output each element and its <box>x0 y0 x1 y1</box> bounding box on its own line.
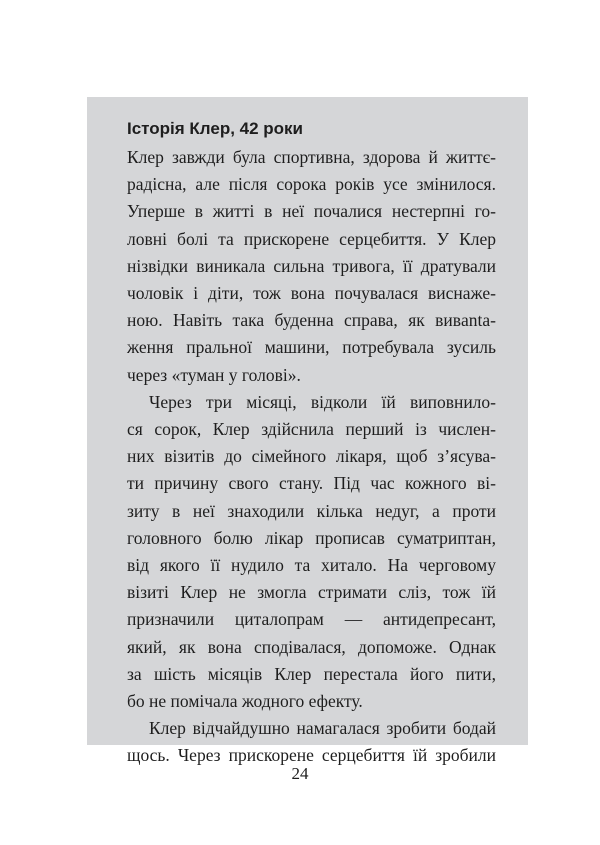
text-line: Клер відчайдушно намагалася зробити бодай <box>149 718 496 739</box>
paragraph-2 <box>127 389 496 715</box>
text-line: Через три місяці, відколи їй виповнило- <box>149 391 496 412</box>
text-line: ження пральної машини, потребувала зусиль <box>127 337 496 358</box>
text-line: бо не помічала жодного ефекту. <box>127 691 363 712</box>
text-line: який, як вона сподівалася, допоможе. Однак <box>127 636 496 657</box>
text-line: головного болю лікар прописав суматриптан, <box>127 527 496 548</box>
text-line: ся сорок, Клер здійснила перший із числен- <box>127 419 496 440</box>
text-line: ти причину свого стану. Під час кожного ві- <box>127 473 496 494</box>
page-number: 24 <box>291 764 309 783</box>
text-line: Клер завжди була спортивна, здорова й життє- <box>127 147 496 167</box>
text-line: чоловік і діти, тож вона почувалася виснаже- <box>127 283 496 304</box>
text-line: від якого її нудило та хитало. На черговому <box>127 555 496 576</box>
text-line: через «туман у голові». <box>127 364 301 385</box>
text-line: Уперше в житті в неї почалися нестерпні го- <box>127 201 496 222</box>
text-line: щось. Через прискорене серцебиття їй зробили <box>127 745 496 766</box>
text-line: візиті Клер не змогла стримати сліз, тож їй <box>127 582 496 603</box>
text-line: зиту в неї знаходили кілька недуг, а проти <box>127 500 496 521</box>
text-line: нізвідки виникала сильна тривога, її дратували <box>127 255 496 276</box>
paragraph-1 <box>127 144 496 389</box>
text-line: ловні болі та прискорене серцебиття. У Клер <box>127 228 496 249</box>
story-box <box>87 97 528 766</box>
text-line: них візитів до сімейного лікаря, щоб з’ясува- <box>127 446 496 467</box>
paragraph-3 <box>127 715 496 769</box>
text-line: призначили циталопрам — антидепресант, <box>127 609 496 630</box>
text-line: ною. Навіть така буденна справа, як вивanta- <box>127 310 496 331</box>
story-title: Історія Клер, 42 роки <box>127 119 304 138</box>
text-line: за шість місяців Клер перестала його пити, <box>127 663 496 684</box>
text-line: радісна, але після сорока років усе змінилося. <box>127 174 496 195</box>
